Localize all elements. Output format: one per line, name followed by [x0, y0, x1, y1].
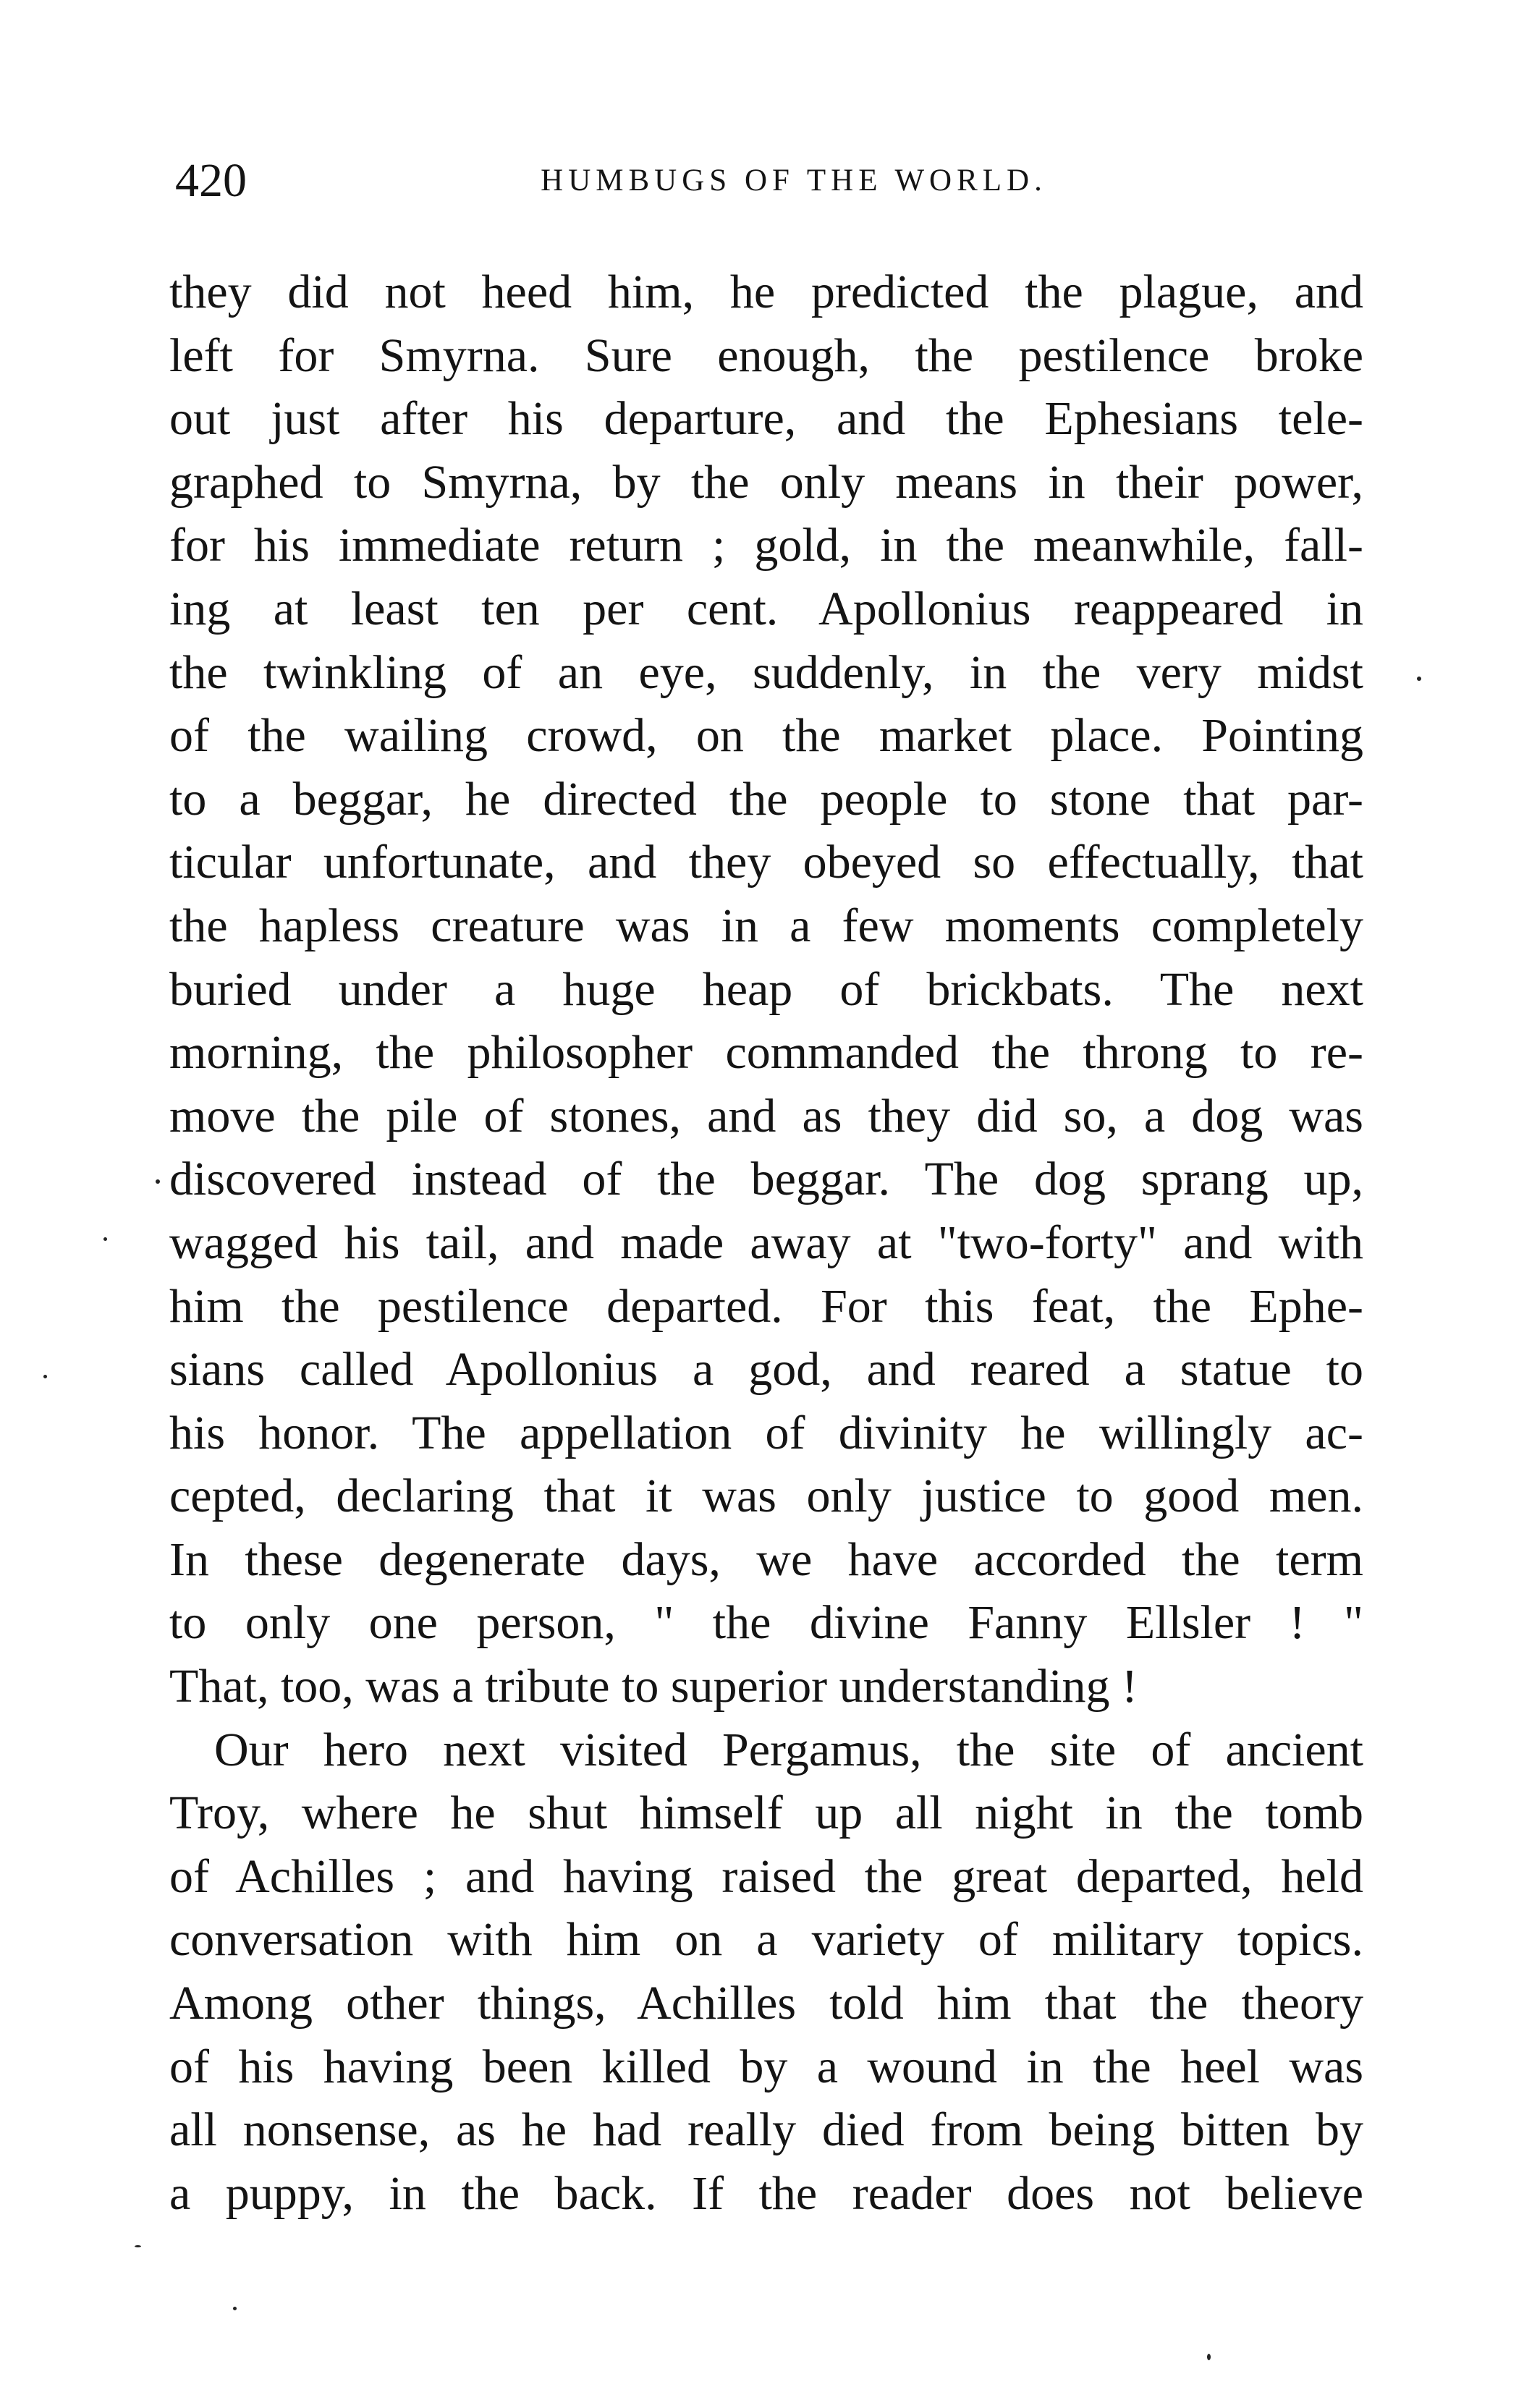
print-speck [1207, 2354, 1211, 2360]
text-line: for his immediate return ; gold, in the meanwhile, fall- [169, 519, 1363, 572]
text-line: of the wailing crowd, on the market place. Pointing [169, 709, 1363, 763]
text-line: to only one person, " the divine Fanny Ellsler ! " [169, 1596, 1363, 1650]
text-line: him the pestilence departed. For this feat, the Ephe- [169, 1279, 1363, 1333]
text-line: Troy, where he shut himself up all night in the tomb [169, 1786, 1363, 1840]
running-title: HUMBUGS OF THE WORLD. [541, 164, 1047, 198]
text-line: to a beggar, he directed the people to stone that par- [169, 772, 1363, 826]
print-speck [156, 1179, 160, 1184]
paragraph-2 [169, 1718, 1363, 2226]
print-speck [1417, 677, 1421, 681]
print-speck [233, 2307, 237, 2310]
paragraph-1 [169, 260, 1363, 1718]
text-line: left for Smyrna. Sure enough, the pestilence broke [169, 328, 1363, 382]
print-speck [43, 1375, 47, 1378]
text-line: cepted, declaring that it was only justice to good men. [169, 1470, 1363, 1523]
text-line: conversation with him on a variety of military topics. [169, 1913, 1363, 1967]
text-line: a puppy, in the back. If the reader does not believe [169, 2166, 1363, 2220]
text-line: out just after his departure, and the Ephesians tele- [169, 392, 1363, 446]
text-line: ticular unfortunate, and they obeyed so effectually, that [169, 836, 1363, 889]
print-speck [135, 2245, 141, 2247]
text-line: discovered instead of the beggar. The dog sprang up, [169, 1153, 1363, 1206]
text-line: buried under a huge heap of brickbats. The next [169, 962, 1363, 1016]
body-text [169, 260, 1363, 2225]
text-line: sians called Apollonius a god, and reared a statue to [169, 1343, 1363, 1396]
text-line: morning, the philosopher commanded the throng to re- [169, 1026, 1363, 1080]
page-number: 420 [175, 154, 247, 207]
text-line: Among other things, Achilles told him that the theory [169, 1977, 1363, 2030]
text-line: of Achilles ; and having raised the great departed, held [169, 1849, 1363, 1903]
text-line: In these degenerate days, we have accorded the term [169, 1532, 1363, 1586]
text-line: the twinkling of an eye, suddenly, in the very midst [169, 645, 1363, 699]
print-speck [103, 1237, 107, 1241]
text-line: move the pile of stones, and as they did so, a dog was [169, 1089, 1363, 1142]
text-line: the hapless creature was in a few moments completely [169, 899, 1363, 952]
page-header [175, 148, 1369, 213]
text-line: graphed to Smyrna, by the only means in their power, [169, 455, 1363, 509]
text-line: his honor. The appellation of divinity he willingly ac- [169, 1406, 1363, 1459]
text-line: Our hero next visited Pergamus, the site of ancient [214, 1723, 1363, 1776]
text-line: they did not heed him, he predicted the plague, and [169, 266, 1363, 318]
text-line: all nonsense, as he had really died from being bitten by [169, 2103, 1363, 2157]
text-line: of his having been killed by a wound in the heel was [169, 2040, 1363, 2093]
text-line: wagged his tail, and made away at "two-forty" and with [169, 1216, 1363, 1269]
text-line: ing at least ten per cent. Apollonius reappeared in [169, 582, 1363, 635]
text-line: That, too, was a tribute to superior understanding ! [169, 1660, 1138, 1713]
